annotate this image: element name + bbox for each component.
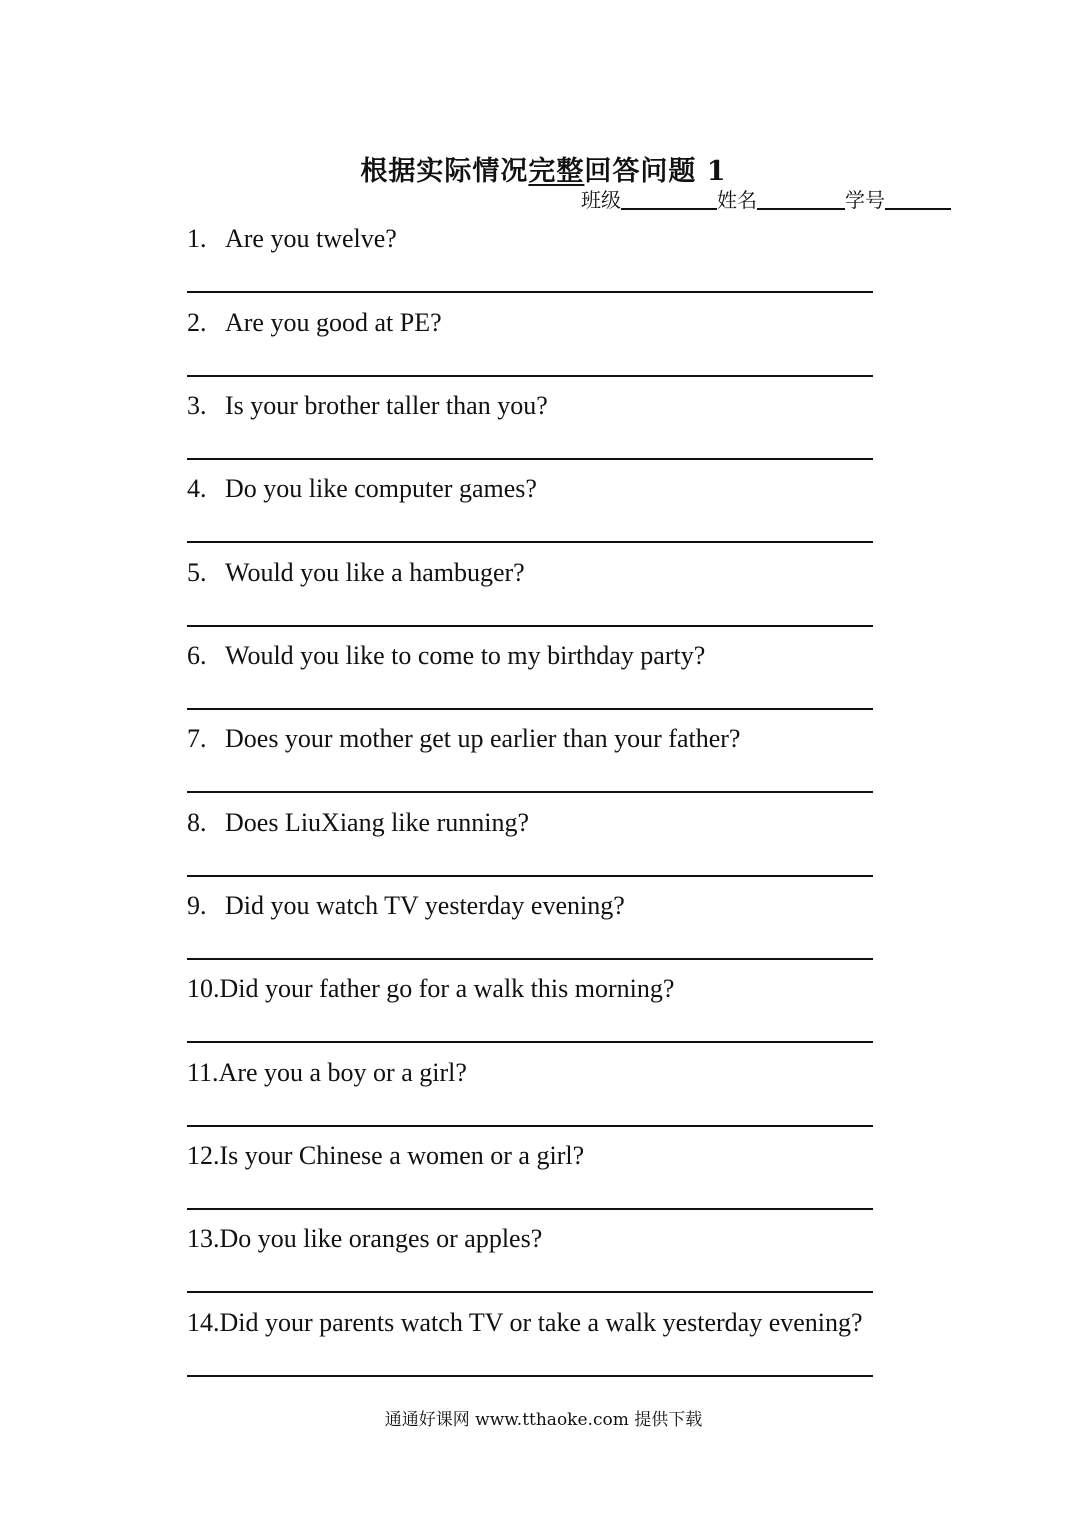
- question-item: [187, 307, 967, 391]
- question-text: [187, 640, 705, 672]
- answer-line[interactable]: [187, 791, 873, 793]
- question-number: 4.: [187, 474, 207, 503]
- question-text: [187, 1057, 467, 1089]
- question-prompt: Does LiuXiang like running?: [225, 808, 529, 837]
- answer-line[interactable]: [187, 1375, 873, 1377]
- answer-line[interactable]: [187, 1208, 873, 1210]
- answer-line[interactable]: [187, 708, 873, 710]
- answer-line[interactable]: [187, 875, 873, 877]
- question-text: [187, 223, 397, 255]
- answer-line[interactable]: [187, 541, 873, 543]
- question-number: 8.: [187, 808, 207, 837]
- question-prompt: Are you a boy or a girl?: [218, 1058, 467, 1087]
- question-text: [187, 1140, 584, 1172]
- question-item: [187, 1223, 967, 1307]
- question-prompt: Does your mother get up earlier than your father?: [225, 724, 741, 753]
- question-prompt: Would you like a hambuger?: [225, 558, 525, 587]
- answer-line[interactable]: [187, 625, 873, 627]
- question-number: 6.: [187, 641, 207, 670]
- question-item: [187, 890, 967, 974]
- answer-line[interactable]: [187, 958, 873, 960]
- question-text: [187, 890, 625, 922]
- question-prompt: Did your father go for a walk this morning?: [219, 974, 675, 1003]
- question-text: [187, 1307, 863, 1339]
- answer-line[interactable]: [187, 458, 873, 460]
- question-item: [187, 557, 967, 641]
- question-prompt: Are you good at PE?: [225, 308, 442, 337]
- title-suffix: 回答问题 1: [584, 156, 727, 188]
- class-label: 班级: [581, 188, 621, 212]
- question-text: [187, 307, 442, 339]
- question-item: [187, 1057, 967, 1141]
- question-text: [187, 1223, 542, 1255]
- question-text: [187, 973, 674, 1005]
- question-item: [187, 640, 967, 724]
- title-prefix: 根据实际情况: [360, 156, 529, 188]
- question-number: 11.: [187, 1058, 219, 1087]
- question-prompt: Do you like computer games?: [225, 474, 537, 503]
- number-label: 学号: [845, 188, 885, 212]
- question-text: [187, 807, 529, 839]
- answer-line[interactable]: [187, 375, 873, 377]
- question-text: [187, 557, 525, 589]
- question-text: [187, 390, 548, 422]
- answer-line[interactable]: [187, 1291, 873, 1293]
- question-item: [187, 723, 967, 807]
- question-number: 9.: [187, 891, 207, 920]
- question-item: [187, 807, 967, 891]
- question-number: 10.: [187, 974, 220, 1003]
- question-item: [187, 1307, 967, 1391]
- question-prompt: Are you twelve?: [225, 224, 397, 253]
- answer-line[interactable]: [187, 291, 873, 293]
- question-item: [187, 390, 967, 474]
- answer-line[interactable]: [187, 1041, 873, 1043]
- question-number: 7.: [187, 724, 207, 753]
- footer-source-text: 通通好课网 www.tthaoke.com 提供下载: [384, 1410, 703, 1430]
- question-prompt: Did you watch TV yesterday evening?: [225, 891, 625, 920]
- question-number: 13.: [187, 1224, 220, 1253]
- answer-line[interactable]: [187, 1125, 873, 1127]
- question-prompt: Is your Chinese a women or a girl?: [219, 1141, 585, 1170]
- question-number: 12.: [187, 1141, 220, 1170]
- question-prompt: Would you like to come to my birthday party?: [225, 641, 706, 670]
- question-item: [187, 223, 967, 307]
- name-label: 姓名: [717, 188, 757, 212]
- question-number: 5.: [187, 558, 207, 587]
- title-emphasis: 完整: [528, 156, 585, 188]
- question-item: [187, 1140, 967, 1224]
- question-prompt: Is your brother taller than you?: [225, 391, 548, 420]
- question-number: 2.: [187, 308, 207, 337]
- question-prompt: Did your parents watch TV or take a walk yesterday evening?: [219, 1308, 863, 1337]
- question-prompt: Do you like oranges or apples?: [219, 1224, 543, 1253]
- question-number: 1.: [187, 224, 207, 253]
- question-text: [187, 473, 537, 505]
- question-number: 14.: [187, 1308, 220, 1337]
- question-item: [187, 973, 967, 1057]
- question-text: [187, 723, 740, 755]
- question-number: 3.: [187, 391, 207, 420]
- question-item: [187, 473, 967, 557]
